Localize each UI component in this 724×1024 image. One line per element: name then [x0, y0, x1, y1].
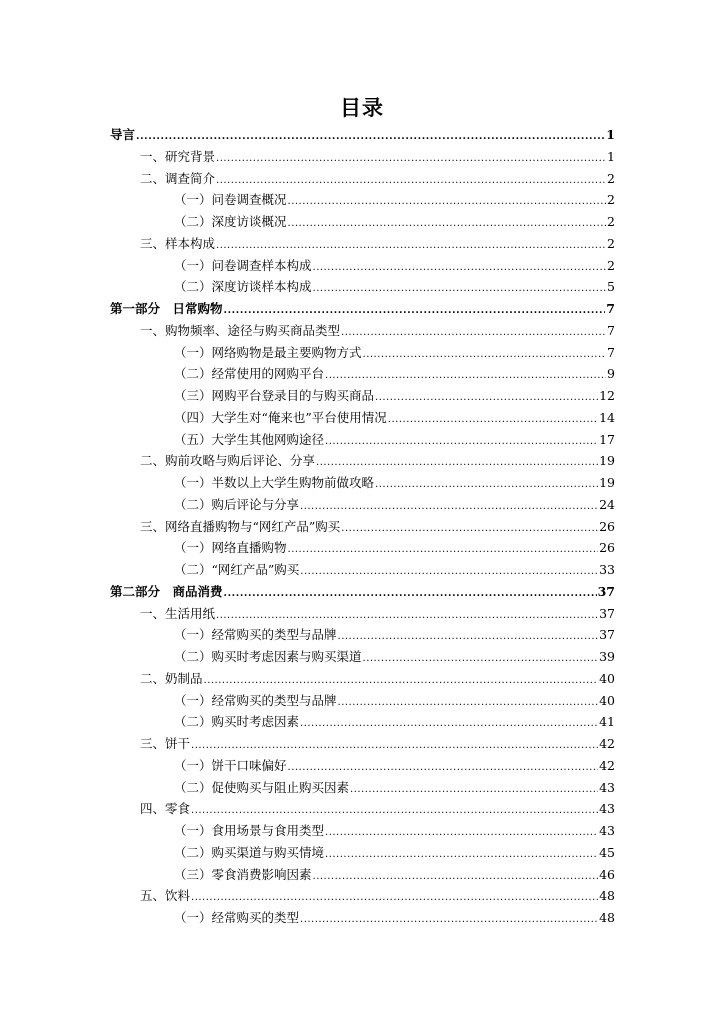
- toc-entry-label: （一）饼干口味偏好: [174, 757, 287, 773]
- toc-dot-leader: [300, 909, 598, 931]
- toc-entry-label: 三、网络直播购物与“网红产品”购买: [140, 518, 341, 534]
- toc-dot-leader: [288, 191, 607, 213]
- toc-entry-page-number: 7: [607, 344, 615, 360]
- toc-entry-label: 二、购前攻略与购后评论、分享: [140, 453, 316, 469]
- toc-entry[interactable]: [110, 603, 615, 625]
- toc-dot-leader: [191, 735, 598, 757]
- toc-entry-page-number: 37: [599, 627, 615, 643]
- toc-entry-label: （二）经常使用的网购平台: [174, 366, 325, 382]
- toc-entry-page-number: 45: [599, 844, 615, 860]
- toc-dot-leader: [216, 235, 606, 257]
- toc-entry[interactable]: [110, 668, 615, 690]
- toc-dot-leader: [300, 496, 598, 518]
- toc-entry-label: （二）购买时考虑因素与购买渠道: [174, 649, 362, 664]
- toc-entry-page-number: 2: [607, 192, 615, 208]
- toc-dot-leader: [325, 822, 598, 844]
- toc-entry-page-number: 48: [599, 888, 615, 904]
- toc-entry-page-number: 7: [607, 322, 615, 338]
- toc-entry-label: （一）问卷调查样本构成: [174, 257, 312, 273]
- toc-dot-leader: [325, 365, 606, 387]
- toc-entry[interactable]: [110, 211, 615, 233]
- toc-dot-leader: [136, 126, 605, 148]
- toc-entry[interactable]: [110, 320, 615, 342]
- toc-entry-label: 第一部分 日常购物: [110, 301, 223, 316]
- toc-entry[interactable]: [110, 885, 615, 907]
- toc-entry-label: （四）大学生对“俺来也”平台使用情况: [174, 409, 387, 425]
- toc-entry-page-number: 40: [599, 670, 615, 686]
- toc-entry[interactable]: [110, 472, 615, 494]
- toc-entry-label: （二）购买渠道与购买情境: [174, 844, 325, 860]
- toc-entry-label: 二、奶制品: [140, 670, 203, 686]
- toc-entry-label: （二）深度访谈样本构成: [174, 279, 312, 295]
- toc-dot-leader: [350, 779, 598, 801]
- toc-entry-label: 五、饮料: [140, 888, 191, 904]
- toc-entry-label: （二）“网红产品”购买: [174, 562, 300, 577]
- toc-entry-label: （二）深度访谈概况: [174, 214, 287, 229]
- toc-entry[interactable]: [110, 690, 615, 712]
- toc-entry-page-number: 33: [599, 562, 615, 577]
- toc-entry[interactable]: [110, 168, 615, 190]
- toc-dot-leader: [288, 757, 599, 779]
- page-title: 目录: [340, 95, 384, 120]
- toc-entry-label: （二）购买时考虑因素: [174, 714, 300, 730]
- toc-entry-page-number: 26: [599, 540, 615, 556]
- toc-dot-leader: [191, 887, 598, 909]
- toc-dot-leader: [375, 387, 598, 409]
- toc-entry-label: 一、购物频率、途径与购买商品类型: [140, 322, 341, 338]
- toc-entry[interactable]: [110, 559, 615, 581]
- toc-dot-leader: [316, 452, 598, 474]
- toc-entry[interactable]: [110, 407, 615, 429]
- toc-dot-leader: [300, 561, 598, 583]
- toc-entry[interactable]: [110, 864, 615, 886]
- toc-entry-page-number: 2: [607, 170, 615, 186]
- toc-entry[interactable]: [110, 842, 615, 864]
- toc-entry-page-number: 37: [597, 583, 615, 599]
- toc-entry[interactable]: [110, 450, 615, 472]
- toc-entry-label: 第二部分 商品消费: [110, 583, 223, 599]
- toc-dot-leader: [325, 431, 598, 453]
- toc-entry[interactable]: [110, 276, 615, 298]
- toc-dot-leader: [313, 866, 599, 888]
- table-of-contents: [110, 124, 615, 929]
- toc-entry-label: （一）经常购买的类型与品牌: [174, 692, 337, 708]
- toc-entry-page-number: 1: [607, 148, 615, 164]
- toc-entry-label: （一）经常购买的类型与品牌: [174, 627, 337, 643]
- toc-entry[interactable]: [110, 189, 615, 211]
- toc-entry-page-number: 5: [607, 279, 615, 295]
- toc-entry-page-number: 2: [607, 214, 615, 229]
- toc-entry-label: （二）购后评论与分享: [174, 496, 300, 512]
- toc-dot-leader: [216, 605, 598, 627]
- toc-entry[interactable]: [110, 733, 615, 755]
- toc-entry-page-number: 37: [599, 605, 615, 621]
- toc-entry-page-number: 12: [599, 388, 615, 403]
- toc-dot-leader: [288, 213, 607, 235]
- toc-dot-leader: [313, 278, 607, 300]
- toc-dot-leader: [325, 844, 598, 866]
- toc-entry[interactable]: [110, 798, 615, 820]
- toc-dot-leader: [216, 170, 606, 192]
- toc-entry-page-number: 9: [607, 366, 615, 382]
- toc-dot-leader: [224, 300, 606, 322]
- toc-entry-label: 三、样本构成: [140, 235, 216, 251]
- toc-entry-page-number: 42: [599, 736, 615, 751]
- toc-entry[interactable]: [110, 624, 615, 646]
- toc-entry-page-number: 41: [599, 714, 615, 730]
- toc-entry-page-number: 43: [599, 801, 615, 817]
- toc-entry-label: 二、调查简介: [140, 170, 216, 186]
- toc-entry[interactable]: [110, 385, 615, 407]
- toc-entry[interactable]: [110, 516, 615, 538]
- toc-entry-label: （三）网购平台登录目的与购买商品: [174, 388, 375, 403]
- toc-entry-page-number: 48: [599, 910, 615, 925]
- toc-entry-page-number: 7: [606, 301, 615, 316]
- toc-entry[interactable]: [110, 755, 615, 777]
- toc-dot-leader: [341, 518, 598, 540]
- toc-entry-page-number: 43: [599, 823, 615, 838]
- toc-entry-label: 一、研究背景: [140, 148, 216, 164]
- toc-entry[interactable]: [110, 429, 615, 451]
- toc-entry-page-number: 24: [599, 496, 615, 512]
- toc-entry-label: （一）半数以上大学生购物前做攻略: [174, 475, 375, 490]
- toc-entry-page-number: 1: [606, 127, 615, 142]
- toc-entry-page-number: 19: [599, 475, 615, 490]
- toc-entry-page-number: 2: [607, 257, 615, 273]
- toc-entry[interactable]: [110, 494, 615, 516]
- toc-entry-label: （一）网络购物是最主要购物方式: [174, 344, 362, 360]
- toc-entry-page-number: 43: [599, 779, 615, 795]
- toc-dot-leader: [224, 583, 597, 605]
- toc-entry-label: （一）问卷调查概况: [174, 192, 287, 208]
- toc-entry-page-number: 14: [599, 409, 615, 425]
- toc-entry[interactable]: [110, 342, 615, 364]
- toc-dot-leader: [388, 409, 598, 431]
- toc-entry-page-number: 19: [599, 453, 615, 469]
- toc-entry-label: （三）零食消费影响因素: [174, 866, 312, 882]
- toc-entry-label: 三、饼干: [140, 736, 191, 751]
- toc-entry[interactable]: [110, 711, 615, 733]
- toc-entry-page-number: 46: [599, 866, 615, 882]
- toc-entry-page-number: 42: [599, 757, 615, 773]
- toc-entry[interactable]: [110, 298, 615, 320]
- toc-entry[interactable]: [110, 646, 615, 668]
- toc-entry[interactable]: [110, 255, 615, 277]
- toc-entry[interactable]: [110, 537, 615, 559]
- toc-entry-label: 一、生活用纸: [140, 605, 216, 621]
- toc-entry[interactable]: [110, 907, 615, 929]
- toc-dot-leader: [204, 670, 599, 692]
- toc-entry-page-number: 2: [607, 235, 615, 251]
- toc-dot-leader: [338, 626, 599, 648]
- toc-entry[interactable]: [110, 363, 615, 385]
- toc-dot-leader: [341, 322, 606, 344]
- toc-dot-leader: [375, 474, 598, 496]
- toc-entry-label: （一）经常购买的类型: [174, 910, 300, 925]
- toc-entry[interactable]: [110, 146, 615, 168]
- toc-entry[interactable]: [110, 820, 615, 842]
- toc-dot-leader: [363, 648, 599, 670]
- toc-dot-leader: [216, 148, 606, 170]
- toc-entry-page-number: 17: [599, 431, 615, 447]
- toc-entry[interactable]: [110, 581, 615, 603]
- toc-entry[interactable]: [110, 124, 615, 146]
- toc-dot-leader: [313, 257, 607, 279]
- toc-entry-label: 导言: [110, 127, 136, 142]
- toc-dot-leader: [288, 539, 599, 561]
- toc-entry-label: （五）大学生其他网购途径: [174, 431, 325, 447]
- toc-entry-label: （一）网络直播购物: [174, 540, 287, 556]
- toc-dot-leader: [363, 344, 607, 366]
- toc-entry[interactable]: [110, 777, 615, 799]
- toc-dot-leader: [300, 713, 598, 735]
- toc-entry-page-number: 39: [599, 649, 615, 664]
- toc-entry-label: 四、零食: [140, 801, 191, 817]
- toc-entry-label: （二）促使购买与阻止购买因素: [174, 779, 350, 795]
- toc-entry-page-number: 40: [599, 692, 615, 708]
- toc-dot-leader: [191, 800, 598, 822]
- toc-entry[interactable]: [110, 233, 615, 255]
- toc-dot-leader: [338, 692, 599, 714]
- toc-entry-page-number: 26: [599, 518, 615, 534]
- toc-entry-label: （一）食用场景与食用类型: [174, 823, 325, 838]
